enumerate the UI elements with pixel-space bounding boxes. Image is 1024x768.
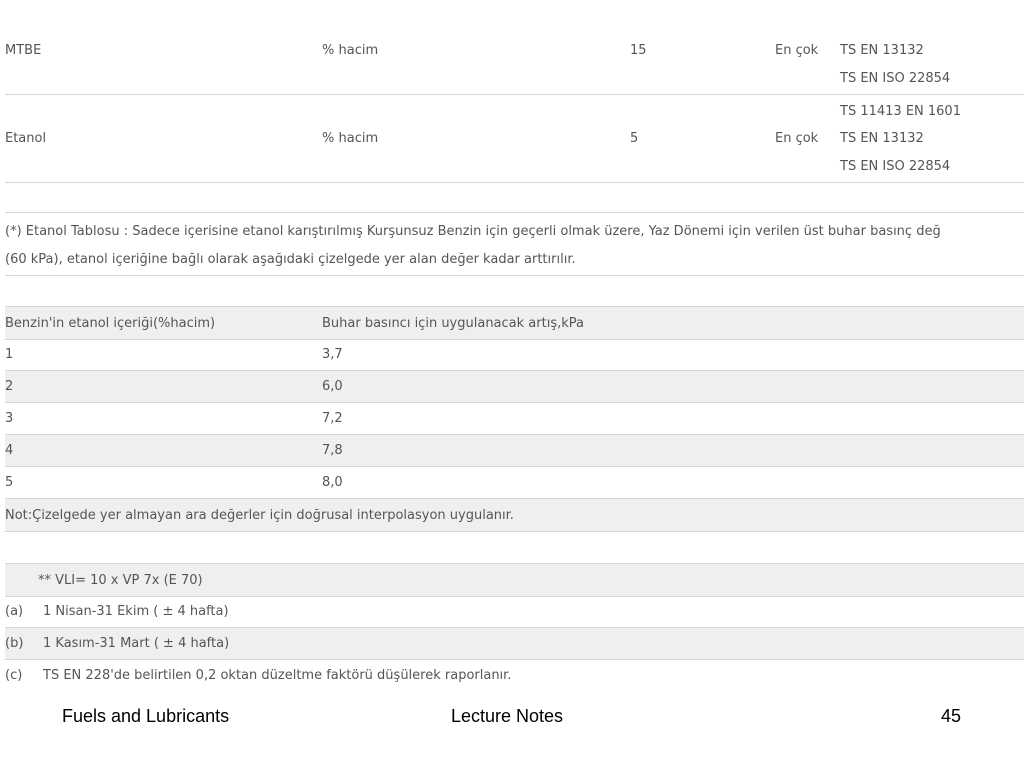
footnote-tag: (c) xyxy=(5,668,23,683)
table-row xyxy=(5,435,1024,467)
limit-value: 5 xyxy=(630,131,639,146)
table-row xyxy=(5,37,1024,95)
table-header-row xyxy=(5,306,1024,340)
table-row xyxy=(5,339,1024,371)
footnote-text: 1 Nisan-31 Ekim ( ± 4 hafta) xyxy=(43,604,229,619)
vli-formula: ** VLI= 10 x VP 7x (E 70) xyxy=(38,573,203,588)
page-number: 45 xyxy=(941,706,962,726)
footnote-tag: (a) xyxy=(5,604,24,619)
ethanol-content: 2 xyxy=(5,379,14,394)
column-header: Buhar basıncı için uygulanacak artış,kPa xyxy=(322,316,584,331)
test-method: TS EN ISO 22854 xyxy=(840,159,951,174)
ethanol-content: 4 xyxy=(5,443,14,458)
limit-type: En çok xyxy=(775,131,819,146)
limit-type: En çok xyxy=(775,43,819,58)
interpolation-note: Not:Çizelgede yer almayan ara değerler için doğrusal interpolasyon uygulanır. xyxy=(5,508,514,523)
table-note-row xyxy=(5,499,1024,532)
ethanol-note xyxy=(5,212,1024,276)
pressure-increase: 3,7 xyxy=(322,347,343,362)
footnote-row xyxy=(5,660,1024,691)
footnote-row xyxy=(5,628,1024,660)
pressure-increase: 7,2 xyxy=(322,411,343,426)
test-method: TS 11413 EN 1601 xyxy=(840,104,961,119)
footnote-row xyxy=(5,596,1024,628)
unit: % hacim xyxy=(322,131,379,146)
footnote-text: TS EN 228'de belirtilen 0,2 oktan düzeltme faktörü düşülerek raporlanır. xyxy=(43,668,512,683)
table-row xyxy=(5,95,1024,183)
component-name: MTBE xyxy=(5,43,42,58)
footnote-text: 1 Kasım-31 Mart ( ± 4 hafta) xyxy=(43,636,230,651)
ethanol-note-line1: (*) Etanol Tablosu : Sadece içerisine etanol karıştırılmış Kurşunsuz Benzin için geçerli olmak üzere, Yaz Dönemi için verilen üst buhar basınç değ xyxy=(5,224,941,239)
test-method: TS EN 13132 xyxy=(840,43,924,58)
ethanol-content: 3 xyxy=(5,411,14,426)
footer-lecture-notes: Lecture Notes xyxy=(451,706,564,726)
pressure-increase: 6,0 xyxy=(322,379,343,394)
footnote-tag: (b) xyxy=(5,636,24,651)
table-row xyxy=(5,467,1024,499)
test-method: TS EN 13132 xyxy=(840,131,924,146)
ethanol-note-line2: (60 kPa), etanol içeriğine bağlı olarak aşağıdaki çizelgede yer alan değer kadar arttırılır. xyxy=(5,252,576,267)
table-row xyxy=(5,371,1024,403)
table-row xyxy=(5,403,1024,435)
ethanol-content: 5 xyxy=(5,475,14,490)
pressure-increase: 7,8 xyxy=(322,443,343,458)
test-method: TS EN ISO 22854 xyxy=(840,71,951,86)
footer-course-title: Fuels and Lubricants xyxy=(62,706,230,726)
unit: % hacim xyxy=(322,43,379,58)
ethanol-content: 1 xyxy=(5,347,14,362)
limit-value: 15 xyxy=(630,43,647,58)
pressure-increase: 8,0 xyxy=(322,475,343,490)
vli-row xyxy=(5,563,1024,597)
column-header: Benzin'in etanol içeriği(%hacim) xyxy=(5,316,216,331)
component-name: Etanol xyxy=(5,131,47,146)
